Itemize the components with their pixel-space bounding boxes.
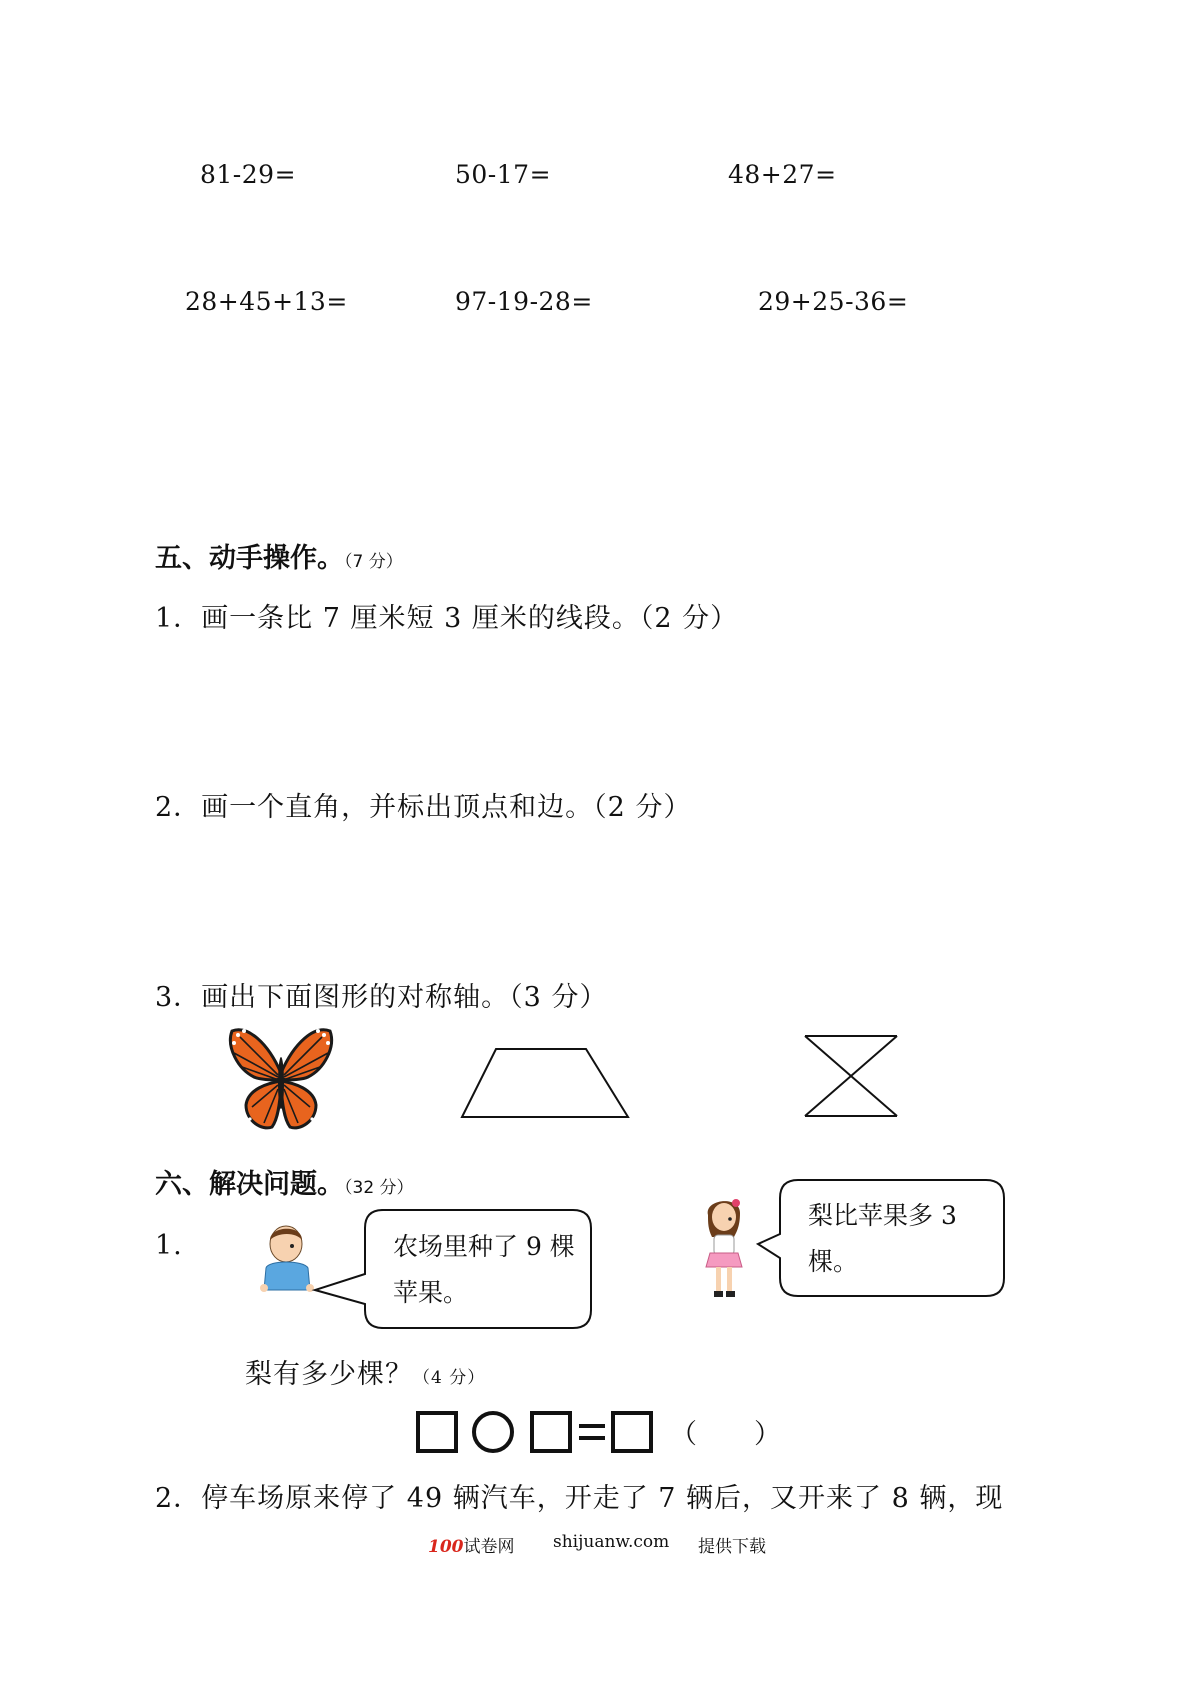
site-logo: 100 <box>428 1537 464 1557</box>
footer <box>428 1532 515 1557</box>
blank-circle-icon <box>474 1413 512 1451</box>
question-6-1-text <box>245 1352 485 1391</box>
answer-unit-paren: （ ） <box>670 1419 782 1450</box>
section-5-points: （7 分） <box>344 552 403 572</box>
calc-3: 48+27= <box>728 160 837 189</box>
question-6-1-question: 梨有多少棵？ <box>245 1359 413 1390</box>
blank-box-icon <box>613 1413 651 1451</box>
blank-box-icon <box>418 1413 456 1451</box>
butterfly-image <box>228 1023 334 1133</box>
trapezoid-shape <box>460 1047 630 1119</box>
calc-2: 50-17= <box>455 160 552 189</box>
question-6-2: 2．停车场原来停了 49 辆汽车，开走了 7 辆后，又开来了 8 辆，现 <box>155 1483 1004 1514</box>
section-6-heading <box>155 1162 414 1201</box>
calc-5: 97-19-28= <box>455 287 593 316</box>
section-5-title: 五、动手操作。 <box>155 543 344 574</box>
question-5-3: 3．画出下面图形的对称轴。（3 分） <box>155 982 608 1013</box>
hourglass-shape <box>803 1034 899 1118</box>
question-5-2: 2．画一个直角，并标出顶点和边。（2 分） <box>155 792 692 823</box>
boy-image <box>258 1224 316 1304</box>
question-5-1: 1．画一条比 7 厘米短 3 厘米的线段。（2 分） <box>155 603 739 634</box>
site-name: 试卷网 <box>463 1537 515 1557</box>
section-6-title: 六、解决问题。 <box>155 1169 344 1200</box>
footer-url: shijuanw.com <box>553 1532 670 1552</box>
section-5-heading <box>155 536 403 575</box>
question-6-1-number: 1. <box>155 1230 183 1261</box>
girl-speech-text: 梨比苹果多 3 棵。 <box>808 1201 957 1276</box>
equation-frame <box>415 1410 655 1454</box>
calc-6: 29+25-36= <box>758 287 909 316</box>
girl-image <box>700 1193 748 1303</box>
calc-1: 81-29= <box>200 160 297 189</box>
blank-box-icon <box>532 1413 570 1451</box>
footer-note: 提供下载 <box>698 1537 766 1557</box>
calc-4: 28+45+13= <box>185 287 348 316</box>
section-6-points: （32 分） <box>344 1178 414 1198</box>
boy-speech-text: 农场里种了 9 棵苹果。 <box>393 1232 575 1307</box>
question-6-1-points: （4 分） <box>413 1368 486 1388</box>
